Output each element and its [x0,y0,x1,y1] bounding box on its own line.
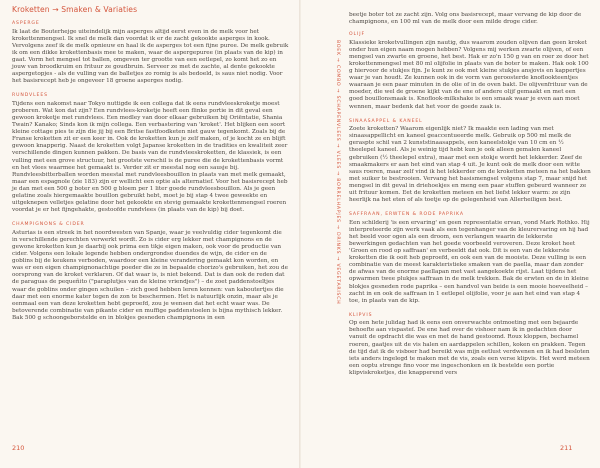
page-number-left: 210 [12,444,25,452]
section-title-sinaasappel: SINAASAPPEL & KANEEL [349,118,423,124]
section-body-sinaasappel: Zoete kroketten? Waarom eigenlijk niet? Ik maakte een lading van met sinaasappellicht en kaneel geaccentueerde melk. Gebruik op 500 ml melk de geraspte schil van 2 kunststinaasappels, een kaneelstokje van 10 cm en ½ theelepel kaneel. Als je weinig tijd hebt kun je ook alleen gemalen kaneel gebruiken (½ theelepel extra), maar met een stokje wordt het lekkerder. Zeef de smaakmakers er aan het eind van stap 4 uit. Je kunt ook de melk door een witte saus roeren, maar zelf vind ik het lekkerder om de kroketten meteen na het bakken met suiker te bestrooien. Vervang het basismengsel volgens stap 7, maar snijd het mengsel in dit geval in driehoekjes en meng een paar stuffen gebeurd wanneer ze uit frituur komen. Eet de kroketten meteen en het liefst lekker warm: ze zijn heerlijk na het eten of als toetje op de gelegenheid van Allerheiligen best. [349,126,591,204]
header-title: Smaken & Variaties [61,5,138,14]
section-body-asperge: Ik laat de Bouterhejge uiteindelijk mijn asperges altijd eerst even in de melk voor het krokettenmengsel. Ik snel de melk dan voordat ik er de zacht gekookte asperges in kook. Vervolgens zeef ik de melk opnieuw en haal ik de asperges tot een fijne puree. De melk gebruik ik om een dikke krokettenbasis mee te maken, waar de aspergepuree (in plaats van de kip) in gaat. Vorm het mengsel tot ballen, omgeven ter grootte van een eetlepel, zo komt het zo en jouw van broodkruim en frituur ze goudbruin. Serveer ze met de zachte, al dente gekookte aspergetopjes - als de vulling van de balletjes zo romig is als bedoeld, is saus niet nodig. Voor het basisrecept heb je ongeveer 18 groene asperges nodig. [12,28,289,85]
continued-text: beetje boter tot ze zacht zijn. Volg ons basisrecept, maar vervang de kip door de champignons, en 100 ml van de melk door een milde droge cider. [349,12,582,26]
header-arrow: → [52,5,59,14]
section-body-saffraan: Een schilderij 'is een ervaring' en geen representatie ervan, vond Mark Rothko. Hij interpreteerde zijn werk vaak als een tegenhanger van de kleurervaring en hij had het beeld voor ogen als een droom, een verlangen waarin de lekkerste bewerkingen gedachten van het goede voorbeeld veroveren. Deze kroket heet 'Groen en rood op saffraan' en verbeeldt dat ook. Dit is een van de lekkerste kroketten die ik ooit heb geproefd, en ook een van de mooiste. Deze vulling is een combinatie van de meest karakteristieke smaken van de paella, maar dan zonder de afwas van de enorme paellapan met vast aangekoekte rijst. Laat tijdens het opwarmen twee plukjes saffraan in de melk trekken. Bak de erwten en de in kleine blokjes gesneden rode paprika – een handvol van beide is een mooie hoeveelheid – zacht in en ook de saffraan in 1 eetlepel olijfolie, voor je aan het eind van stap 4 toe, in plaats van de kip. [349,219,590,304]
left-page [0,0,299,468]
section-title-saffraan: SAFFRAAN, ERWTEN & RODE PAPRIKA [349,212,464,218]
header-category: Kroketten [12,5,50,14]
section-title-olijf: OLIJF [349,32,366,38]
section-body-klipvis: Op een hete julidag had ik eens een onverwachte ontmoeting met een bejaarde behoefte aan vispasteï. De ene had over de vishoer nam ik in gedachten door vanuit de opdracht die was en met de hand gestoomd. Roux kloppen, bechamel roeren, gaatjes uit de vis halen en aardappelen schillen, koken en prakken. Tegen de tijd dat ik de visboer had bereikt was mijn eetlust verdwenen en ik had besloten iets anders ingelegd te maken met de vis, zoals een verse klipvis. Het werd meteen een ooptu strenge fino voor me ingeschonken en ik bestelde een portie klipviskroketjes, die knapperend vers [349,320,590,376]
section-title-champignons: CHAMPIGNONS & CIDER [12,222,85,228]
left-text-column [12,21,289,322]
chapter-header [12,5,137,14]
section-body-olijf: Klassieke kroketvullingen zijn nautig, dus waarom zouden olijven dan geen kroket onder hun eigen naam mogen hebben? Volgens mij werken zwarte olijven, of een mengsel van zwarte en groene, het best. Hak er zo'n 150 g van en roer ze door het krokettenmengsel met 80 ml olijfolie in plaats van de boter te maken. Hak ook 100 g hiervoor de stukjes fijn. Je kunt ze ook met kleine stukjes ansjovis en kappertjes waar je van houdt. Ze kunnen ook in de vorm van geroosterde knoflookteentjes waaraan je een paar minuten in de olie of in de oven bakt. De olijvenfrituur van de moeder, die wel de groene kijkt van de ene of andere olijf gemaakt en met een goed bouillonsmaak is. Knoflook-milkshake is een smaak waar je even aan moet wennen, maar bedenk dat het voor de goede zaak is. [349,39,589,110]
chapter-tab-text: BOEK → COMBO → SCHAPENVLEES → VLEES → BORRELHAPJES → DRINKS → VEGETARISCH [335,40,340,305]
section-title-rundvlees: RUNDVLEES [12,93,48,99]
section-title-asperge: ASPERGE [12,21,40,26]
section-body-rundvlees: Tijdens een nakomst naar Tokyo nuttigde ik een collega dat ik eens rundvleeskroketje moest proberen. Wat kon dat zijn? Een rundvlees-kroketje heeft een flinke portie in dit geval een gewoon kroketje met rundvlees. Een medley van door elkaar gebruiken bij Oriëntatie, Shania Twain? Kanako; Sinds kon ik mijn collega. Een verbastering van 'kroket'. Het blijken een soort kleine cottage pies te zijn die jij bij een Britse fastfoodketen niet gauw tegenkomt. Zoals bij de Franse kroketten zit er een keer in. Ook de kroketten kun je zelf maken, of je kocht ze en blijft gewoon knapperig. Naast de kroketten volgt Japanse kroketten in de tradities en kwaliteit zeer verschillende dingen kunnen pakken. De basis van de rundvleeskroketten, de klassiek, is een vulling met een grove structuur, het grootste verschil is de puree die de krokettenbasis vormt en het vlees waarmee het gemaakt is. Verder zit er meestal nog een sausje bij. Rundvleesbitterballen worden meestal met rundvleesbouillon in plaats van met melk gemaakt, maar een espagnole (zie 183) zijn er wellicht een optie als alternatief. Voor het basisrecept heb je dan met een 500 g boter en 500 g bloem per 1 liter goede rundvleesbouillon. Als je geen gelatine zoals hiergemaakte bouillon gebruikt hebt, moet je bij stap 4 twee geweekte en uitgeknepen velletjes gelatine door het gekookte en stevig gemaakte krokettenmengsel roeren voordat je er het fijngehakte, gestoofde rundvlees (in plaats van de kip) bij doet. [12,100,288,214]
section-title-klipvis: KLIPVIS [349,312,373,318]
page-number-right: 211 [560,444,573,452]
right-page [301,0,600,468]
right-text-column [349,12,591,377]
section-body-champignons: Asturias is een streek in het noordwesten van Spanje, waar je veelvuldig cider tegenkomt die in verschillende gerechten verwerkt wordt. Zo is cider erg lekker met champignons en de gewone kroketten kun je daarbij ook prima een tikje eigen maken, ook voor de productie van cider. Volgens een lokale legende hebben ondergrondse duendes de wijn, de cider en de goblins bij de keukens verboden, waardoor een kleine verandering gemaakt kon worden, en was er een eigen champignonachtige poeder die ze in bepaalde chorizo's gebruiken, het zou de oorsprong van de kroket verklaren. Of dat waar is, is niet bekend. Dat is dan ook de reden dat de paraguas de pequeñito ("paraplutjes van de kleine vriendjes") – de zoet paddenstoeltjes waar de goblins onder gingen schuilen – zich goed hebben leren kennen: van kaboutertjes die daar met een enorme kater tegen de zon te beschermen. Het is natuurlijk onzin, maar als je eenmaal een van deze kroketten hebt geproefd, zou je wensen dat het echt waar was. De betoverende combinatie van pikante cider en muffige paddenstoelen is bijna mythisch lekker. Bak 500 g schoongeborstelde en in blokjes gesneden champignons in een [12,229,288,321]
